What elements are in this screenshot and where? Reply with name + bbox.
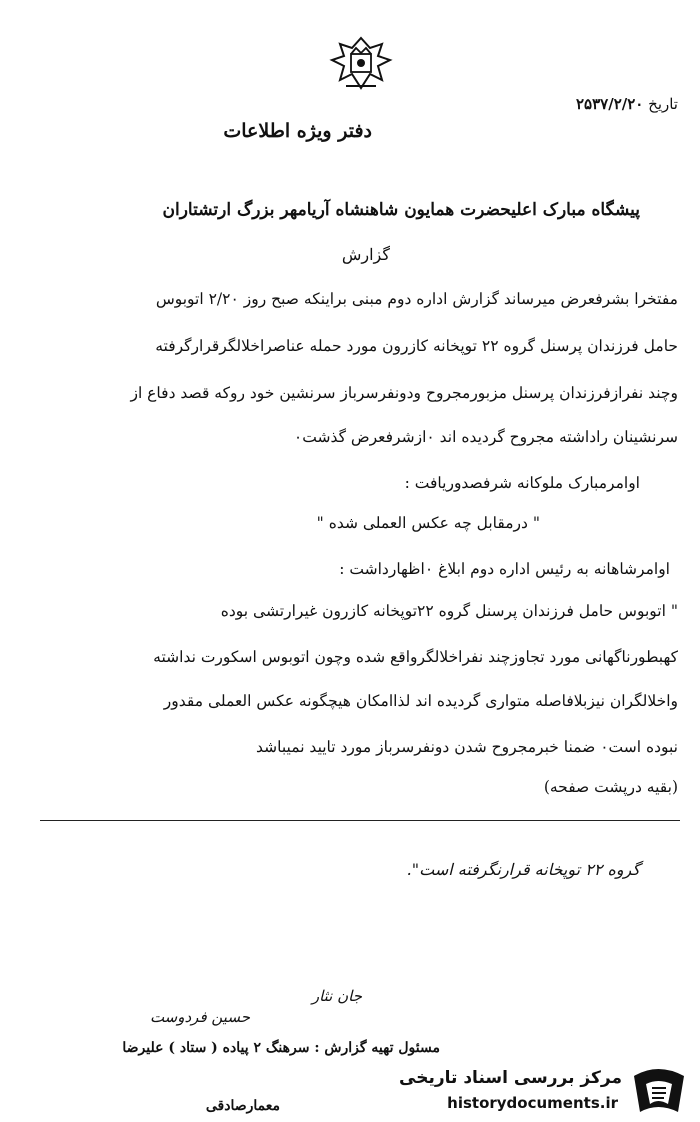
report-responsible-name: معمارصادقی — [205, 1098, 280, 1114]
watermark-text-en: historydocuments.ir — [447, 1094, 618, 1112]
page-divider — [40, 820, 680, 821]
watermark-text-fa: مرکز بررسی اسناد تاریخی — [399, 1068, 622, 1088]
continuation-line: گروه ۲۲ توپخانه قرارنگرفته است". — [406, 860, 640, 879]
body-line-6: " درمقابل چه عکس العملی شده " — [316, 514, 540, 532]
continued-note: (بقیه درپشت صفحه) — [543, 778, 678, 796]
office-title: دفتر ویژه اطلاعات — [223, 120, 372, 142]
body-line-8: " اتوبوس حامل فرزندان پرسنل گروه ۲۲توپخانه کازرون غیرارتشی بوده — [220, 602, 678, 620]
body-line-2: حامل فرزندان پرسنل گروه ۲۲ توپخانه کازرون مورد حمله عناصراخلالگرقرارگرفته — [155, 337, 678, 355]
date-label: تاریخ — [648, 95, 678, 113]
date-value: ۲۵۳۷/۲/۲۰ — [576, 95, 644, 113]
body-line-10: واخلالگران نیزبلافاصله متواری گردیده اند لذاامکان هیچگونه عکس العملی مقدور — [163, 692, 678, 710]
report-responsible: مسئول تهیه گزارش : سرهنگ ۲ پیاده ( ستاد ) علیرضا — [122, 1040, 440, 1056]
addressee: پیشگاه مبارک اعلیحضرت همایون شاهنشاه آریامهر بزرگ ارتشتاران — [162, 200, 640, 220]
archive-logo-icon — [628, 1062, 690, 1118]
body-line-5: اوامرمبارک ملوکانه شرفصدوریافت : — [404, 474, 640, 492]
signature-title: جان نثار — [311, 987, 362, 1005]
body-line-3: وچند نفرازفرزندان پرسنل مزبورمجروح ودونفرسرباز سرنشین خود روکه قصد دفاع از — [130, 384, 678, 402]
signature-name: حسین فردوست — [149, 1008, 250, 1026]
body-line-1: مفتخرا بشرفعرض میرساند گزارش اداره دوم مبنی براینکه صبح روز ۲/۲۰ اتوبوس — [155, 290, 678, 308]
body-line-11: نبوده است٠ ضمنا خبرمجروح شدن دونفرسرباز مورد تایید نمیباشد — [256, 738, 678, 756]
body-line-9: کهبطورناگهانی مورد تجاوزچند نفراخلالگرواقع شده وچون اتوبوس اسکورت نداشته — [153, 648, 678, 666]
body-line-7: اوامرشاهانه به رئیس اداره دوم ابلاغ ٠اظهارداشت : — [339, 560, 670, 578]
document-date — [576, 95, 678, 113]
crown-emblem-icon — [326, 36, 396, 96]
body-line-4: سرنشینان راداشته مجروح گردیده اند ٠ازشرفعرض گذشت٠ — [293, 428, 678, 446]
subject-heading: گزارش — [341, 245, 390, 264]
